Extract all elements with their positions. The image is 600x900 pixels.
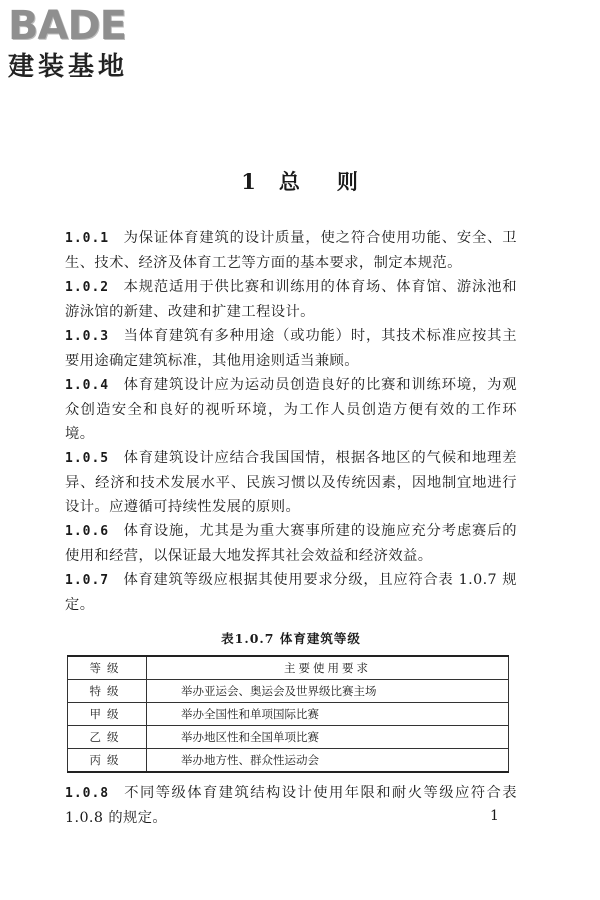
clause-text: 当体育建筑有多种用途（或功能）时，其技术标准应按其主要用途确定建筑标准，其他用途则适当兼顾。 <box>65 328 517 369</box>
grade-cell: 丙级 <box>68 749 147 773</box>
clause-1-0-3 <box>65 324 517 373</box>
logo-wordmark: BADE <box>8 3 126 49</box>
clause-text: 为保证体育建筑的设计质量，使之符合使用功能、安全、卫生、技术、经济及体育工艺等方面的基本要求，制定本规范。 <box>65 230 517 271</box>
clause-1-0-1 <box>65 226 517 275</box>
page-number: 1 <box>490 808 499 824</box>
requirement-cell: 举办地方性、群众性运动会 <box>147 749 509 773</box>
clause-number: 1.0.1 <box>65 231 110 246</box>
clause-1-0-8 <box>65 781 517 830</box>
clause-number: 1.0.4 <box>65 378 110 393</box>
clause-1-0-7 <box>65 568 517 617</box>
grade-cell: 特级 <box>68 680 147 703</box>
building-grade-table <box>67 655 509 773</box>
clause-1-0-6 <box>65 519 517 568</box>
clause-text: 体育建筑设计应为运动员创造良好的比赛和训练环境，为观众创造安全和良好的视听环境，为工作人员创造方便有效的工作环境。 <box>65 377 517 442</box>
logo-subtitle: 建装基地 <box>8 52 129 82</box>
requirement-cell: 举办亚运会、奥运会及世界级比赛主场 <box>147 680 509 703</box>
header-grade: 等级 <box>68 656 147 680</box>
clause-number: 1.0.5 <box>65 451 110 466</box>
chapter-title-word-1: 总 <box>278 169 301 194</box>
document-body <box>65 226 517 830</box>
table-row <box>68 703 509 726</box>
clause-1-0-2 <box>65 275 517 324</box>
grade-cell: 甲级 <box>68 703 147 726</box>
clause-number: 1.0.6 <box>65 524 110 539</box>
clause-text: 不同等级体育建筑结构设计使用年限和耐火等级应符合表 1.0.8 的规定。 <box>65 785 517 826</box>
requirement-cell: 举办全国性和单项国际比赛 <box>147 703 509 726</box>
chapter-number: 1 <box>241 169 257 194</box>
table-header-row <box>68 656 509 680</box>
logo <box>8 4 178 82</box>
chapter-title <box>0 166 600 196</box>
table-caption: 表1.0.7 体育建筑等级 <box>221 631 361 646</box>
clause-number: 1.0.2 <box>65 280 110 295</box>
clause-text: 体育设施，尤其是为重大赛事所建的设施应充分考虑赛后的使用和经营，以保证最大地发挥其社会效益和经济效益。 <box>65 523 517 564</box>
requirement-cell: 举办地区性和全国单项比赛 <box>147 726 509 749</box>
grade-cell: 乙级 <box>68 726 147 749</box>
header-requirement: 主要使用要求 <box>147 656 509 680</box>
clause-number: 1.0.3 <box>65 329 110 344</box>
clause-text: 本规范适用于供比赛和训练用的体育场、体育馆、游泳池和游泳馆的新建、改建和扩建工程设计。 <box>65 279 517 320</box>
clause-text: 体育建筑设计应结合我国国情，根据各地区的气候和地理差异、经济和技术发展水平、民族习惯以及传统因素，因地制宜地进行设计。应遵循可持续性发展的原则。 <box>65 450 517 515</box>
clause-text: 体育建筑等级应根据其使用要求分级，且应符合表 1.0.7 规定。 <box>65 572 517 613</box>
clause-number: 1.0.7 <box>65 573 110 588</box>
table-row <box>68 726 509 749</box>
clause-1-0-4 <box>65 373 517 446</box>
table-row <box>68 680 509 703</box>
chapter-title-word-2: 则 <box>336 169 359 194</box>
clause-number: 1.0.8 <box>65 786 110 801</box>
table-row <box>68 749 509 773</box>
clause-1-0-5 <box>65 446 517 519</box>
